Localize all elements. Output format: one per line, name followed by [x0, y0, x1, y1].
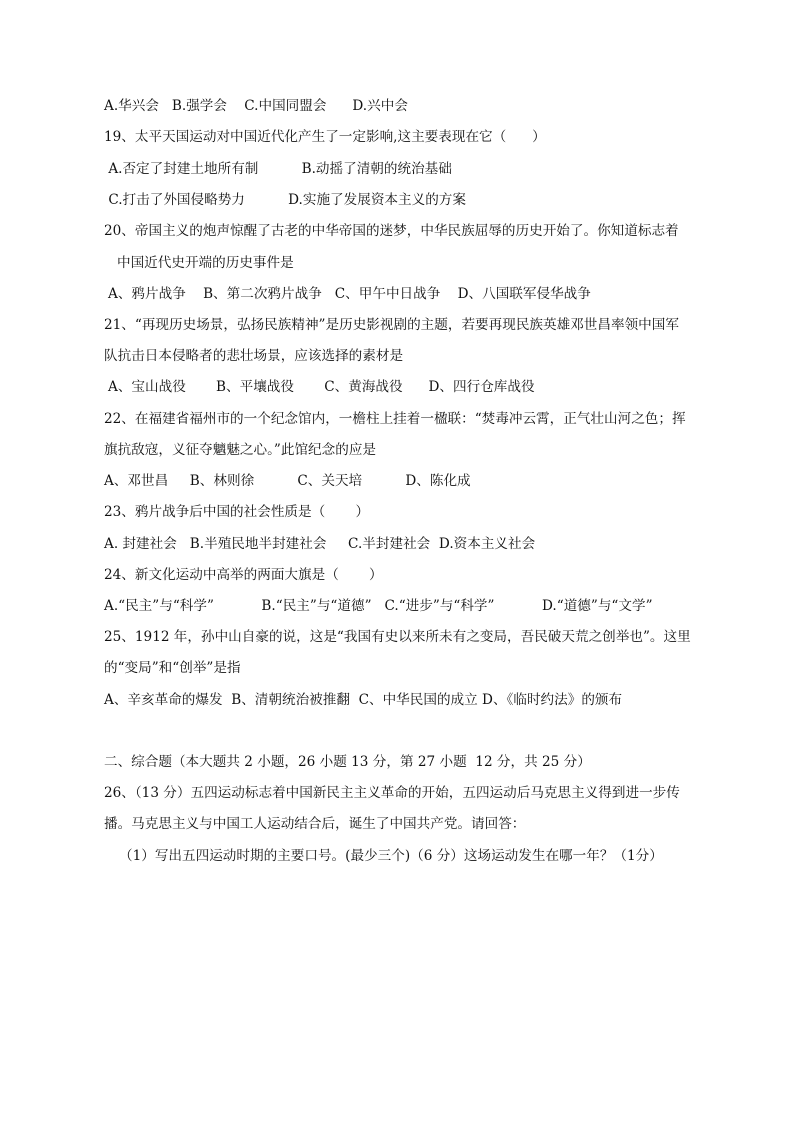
- q20-stem-2: 中国近代史开端的历史事件是: [117, 255, 294, 271]
- q21-stem-1: 21、“再现历史场景，弘扬民族精神”是历史影视剧的主题，若要再现民族英雄邓世昌率领中国军: [104, 317, 679, 333]
- q23-options: A. 封建社会 B.半殖民地半封建社会 C.半封建社会 D.资本主义社会: [104, 536, 536, 552]
- q19-options-ab: A.否定了封建土地所有制 B.动摇了清朝的统治基础: [104, 161, 452, 177]
- q26-stem-2: 播。马克思主义与中国工人运动结合后，诞生了中国共产党。请回答：: [104, 816, 526, 832]
- q19-stem: 19、太平天国运动对中国近代化产生了一定影响,这主要表现在它（ ）: [104, 129, 546, 145]
- section-heading: 二、综合题（本大题共 2 小题，26 小题 13 分，第 27 小题 12 分，共 25 分）: [104, 754, 591, 770]
- q20-stem-1: 20、帝国主义的炮声惊醒了古老的中华帝国的迷梦，中华民族屈辱的历史开始了。你知道标志着: [104, 223, 679, 239]
- q22-stem-2: 旗抗敌寇，义征夺魑魅之心。”此馆纪念的应是: [104, 442, 377, 458]
- q21-stem-2: 队抗击日本侵略者的悲壮场景，应该选择的素材是: [104, 348, 404, 364]
- q26-subquestion-1: （1）写出五四运动时期的主要口号。(最少三个)（6 分）这场运动发生在哪一年？（1分）: [119, 848, 663, 864]
- q19-options-cd: C.打击了外国侵略势力 D.实施了发展资本主义的方案: [104, 192, 466, 208]
- q22-options: A、邓世昌 B、林则徐 C、关天培 D、陈化成: [104, 473, 471, 489]
- q25-options: A、辛亥革命的爆发 B、清朝统治被推翻 C、中华民国的成立 D、《临时约法》的颁布: [104, 692, 623, 708]
- q18-options: A.华兴会 B.强学会 C.中国同盟会 D.兴中会: [104, 98, 408, 114]
- q23-stem: 23、鸦片战争后中国的社会性质是（ ）: [104, 504, 370, 520]
- q24-options: A.“民主”与“科学” B.“民主”与“道德” C.“进步”与“科学” D.“道德”与“文学”: [104, 598, 653, 614]
- q24-stem: 24、新文化运动中高举的两面大旗是（ ）: [104, 567, 383, 583]
- q26-stem-1: 26、（13 分）五四运动标志着中国新民主主义革命的开始，五四运动后马克思主义得到进一步传: [104, 785, 680, 801]
- q22-stem-1: 22、在福建省福州市的一个纪念馆内，一檐柱上挂着一楹联：“焚毒冲云霄，正气壮山河之色；挥: [104, 411, 686, 427]
- q25-stem-1: 25、1912 年，孙中山自豪的说，这是“我国有史以来所未有之变局，吾民破天荒之创举也”。这里: [104, 629, 691, 645]
- q20-options: A、鸦片战争 B、第二次鸦片战争 C、甲午中日战争 D、八国联军侵华战争: [108, 286, 591, 302]
- q25-stem-2: 的“变局”和“创举”是指: [104, 660, 241, 676]
- q21-options: A、宝山战役 B、平壤战役 C、黄海战役 D、四行仓库战役: [108, 379, 535, 395]
